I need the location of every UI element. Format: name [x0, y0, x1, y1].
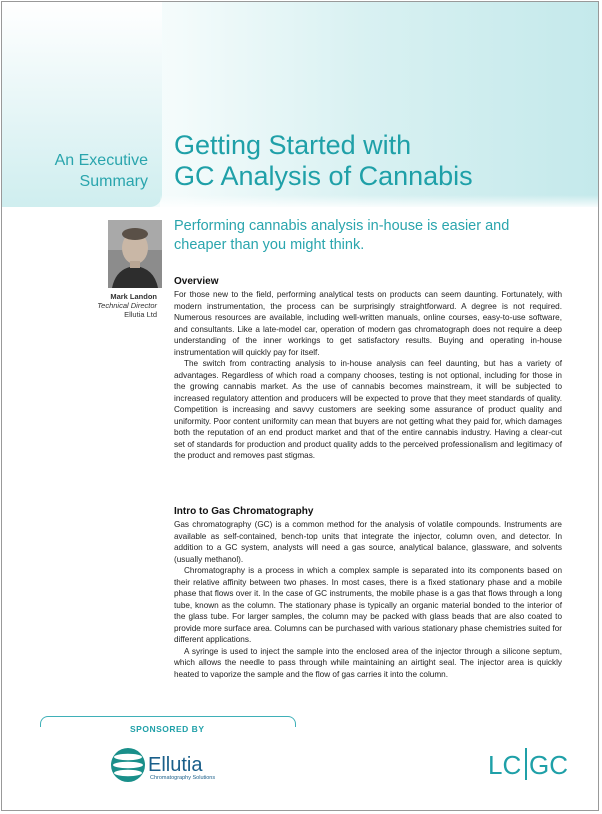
- author-name: Mark Landon: [110, 292, 157, 301]
- executive-summary-label: An Executive Summary: [54, 152, 148, 190]
- page-title: Getting Started with GC Analysis of Cannabis: [174, 130, 473, 191]
- subtitle: Performing cannabis analysis in-house is easier and cheaper than you might think.: [174, 218, 510, 253]
- ellutia-wordmark: Ellutia: [148, 754, 203, 776]
- author-company: Ellutia Ltd: [124, 310, 157, 319]
- overview-heading: Overview: [174, 276, 219, 287]
- lcgc-left: LC: [488, 750, 522, 780]
- author-byline: [97, 292, 157, 319]
- overview-paragraph-2: The switch from contracting analysis to in-house analysis can feel daunting, but has a variety of advantages. Regardless of which road a company chooses, testing is not optional, including for those in the growing cannabis market. As the use of cannabis becomes mainstream, it will be subjected to increased regulatory attention and producers will be expected to prove that they meet standards of quality. Competition is increasing and savvy customers are seeking some assurance of product quality and uniformity. Poor content uniformity can mean that buyers are not getting what they paid for, which damages both the reputation of an end product market and that of the entire cannabis industry. Having a clear-cut set of standards for production and product quality adds to the perceived professionalism and legitimacy of the product and removes past stigmas.: [174, 359, 562, 460]
- intro-paragraph-3: A syringe is used to inject the sample into the enclosed area of the injector through a silicone septum, which allows the needle to pass through while maintaining an airtight seal. The injector area is quickly heated to vaporize the sample and the flow of gas carries it into the column.: [174, 646, 562, 679]
- overview-paragraph-1: For those new to the field, performing analytical tests on products can seem daunting. Fortunately, with modern instrumentation, the process can be surprisingly straightforward. A degree is not required. Numerous resources are available, including well-written manuals, online courses, easy-to-use software, and consultants. Like a late-model car, operation of modern gas chromatograph does not require a deep understanding of the inner workings to get satisfactory results. Buying and operating in-house instrumentation will quickly pay for itself.: [174, 290, 562, 357]
- author-photo: [108, 220, 162, 288]
- ellutia-tagline: Chromatography Solutions: [150, 775, 216, 781]
- overview-body: [174, 289, 562, 462]
- intro-body: [174, 519, 562, 680]
- intro-paragraph-2: Chromatography is a process in which a complex sample is separated into its components based on their relative affinity between two phases. In most cases, there is a fixed stationary phase and a mobile phase that flows over it. In the case of GC instruments, the mobile phase is a gas that flows through a long tube, known as the column. The stationary phase is typically an organic material bonded to the interior of the glass tube. For larger samples, the column may be packed with glass beads that are also coated to provide more surface area. Columns can be purchased with various stationary phase chemistries suited for different applications.: [174, 566, 562, 644]
- author-role: Technical Director: [97, 301, 157, 310]
- ellutia-logo: [110, 745, 240, 785]
- intro-heading: Intro to Gas Chromatography: [174, 506, 314, 517]
- lcgc-right: GC: [529, 750, 568, 780]
- sponsored-by-label: SPONSORED BY: [130, 724, 205, 734]
- lcgc-logo: [488, 746, 568, 782]
- intro-paragraph-1: Gas chromatography (GC) is a common method for the analysis of volatile compounds. Instruments are available as self-contained, bench-top units that integrate the injector, column oven, and detector. In addition to a GC system, analysts will need a gas source, analytical balance, glassware, and solvents (usually methanol).: [174, 520, 562, 564]
